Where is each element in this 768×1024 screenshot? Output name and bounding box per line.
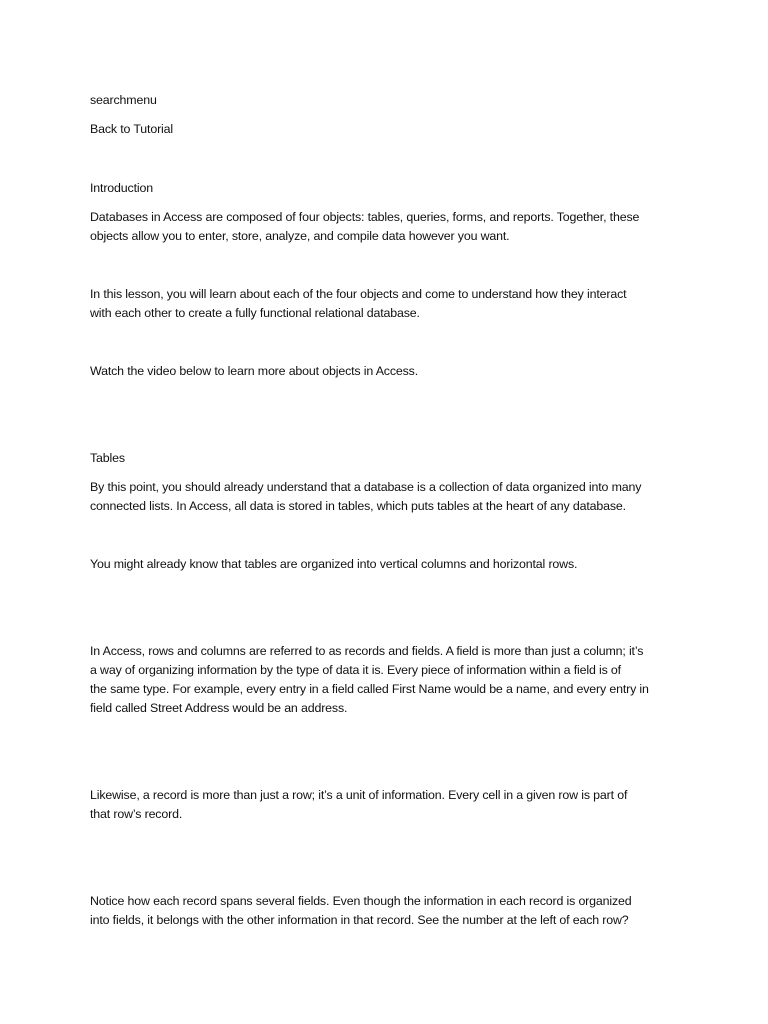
tables-paragraph-4 (90, 786, 690, 824)
text-line: In this lesson, you will learn about each of the four objects and come to understand how they interact (90, 287, 627, 301)
text-line: Likewise, a record is more than just a row; it’s a unit of information. Every cell in a given row is part of (90, 788, 628, 802)
introduction-paragraph-3: Watch the video below to learn more about objects in Access. (90, 364, 419, 378)
tables-paragraph-3 (90, 642, 690, 718)
tables-paragraph-5 (90, 892, 690, 930)
text-line: with each other to create a fully functional relational database. (90, 306, 420, 320)
text-line: Notice how each record spans several fields. Even though the information in each record is organized (90, 894, 632, 908)
text-line: connected lists. In Access, all data is stored in tables, which puts tables at the heart of any database. (90, 499, 626, 513)
tables-paragraph-2: You might already know that tables are organized into vertical columns and horizontal rows. (90, 557, 578, 571)
text-line: the same type. For example, every entry in a field called First Name would be a name, and every entry in (90, 682, 649, 696)
text-line: By this point, you should already understand that a database is a collection of data organized into many (90, 480, 642, 494)
text-line: that row’s record. (90, 807, 183, 821)
tables-paragraph-1 (90, 478, 690, 516)
text-line: field called Street Address would be an address. (90, 701, 348, 715)
text-line: Databases in Access are composed of four objects: tables, queries, forms, and reports. Together, these (90, 210, 640, 224)
back-to-tutorial-link[interactable]: Back to Tutorial (90, 122, 173, 136)
text-line: a way of organizing information by the type of data it is. Every piece of information within a field is of (90, 663, 621, 677)
text-line: into fields, it belongs with the other information in that record. See the number at the left of each row? (90, 913, 629, 927)
introduction-paragraph-2 (90, 285, 690, 323)
text-line: objects allow you to enter, store, analyze, and compile data however you want. (90, 229, 510, 243)
tables-heading: Tables (90, 451, 125, 465)
search-menu-link[interactable]: searchmenu (90, 93, 157, 107)
introduction-heading: Introduction (90, 181, 153, 195)
introduction-paragraph-1 (90, 208, 690, 246)
text-line: In Access, rows and columns are referred to as records and fields. A field is more than just a column; it’s (90, 644, 644, 658)
